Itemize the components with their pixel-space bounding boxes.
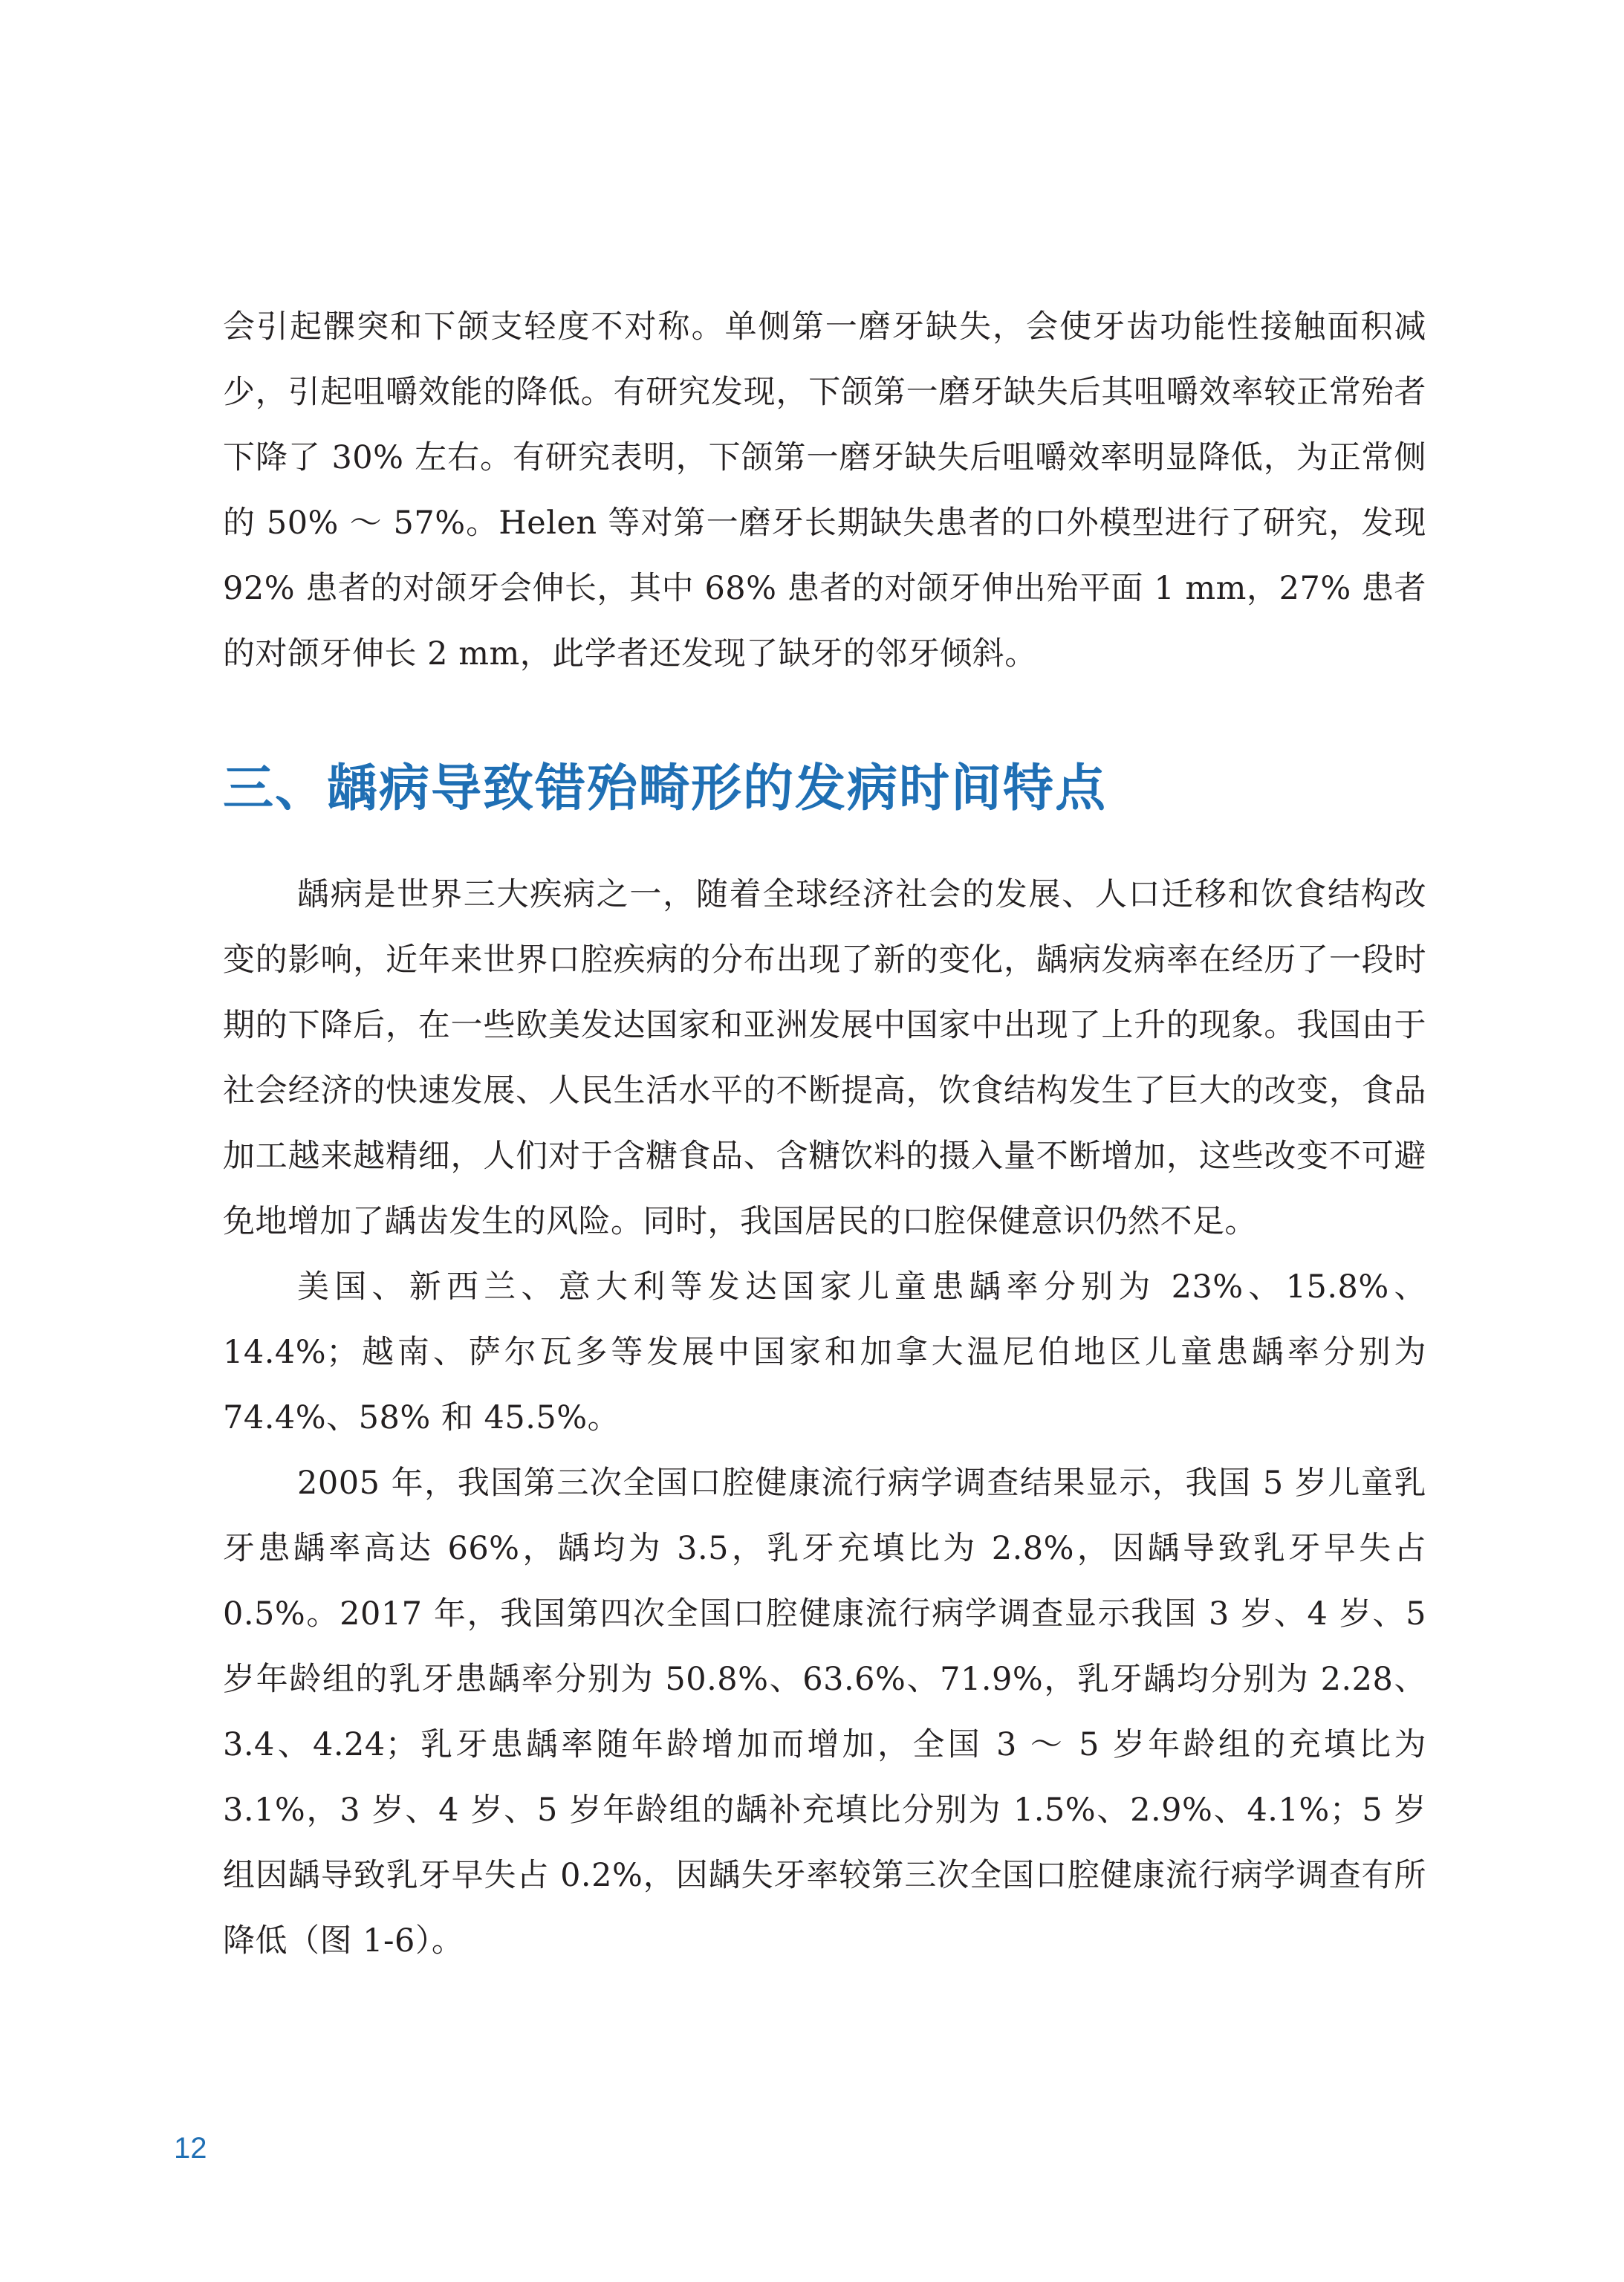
paragraph-china-surveys: 2005 年，我国第三次全国口腔健康流行病学调查结果显示，我国 5 岁儿童乳牙患龋率高达 66%，龋均为 3.5，乳牙充填比为 2.8%，因龋导致乳牙早失占 0.5%。2017 年，我国第四次全国口腔健康流行病学调查显示我国 3 岁、4 岁、5 岁年龄组的乳牙患龋率分别为 50.8%、63.6%、71.9%，乳牙龋均分别为 2.28、3.4、4.24；乳牙患龋率随年龄增加而增加，全国 3 ～ 5 岁年龄组的充填比为 3.1%，3 岁、4 岁、5 岁年龄组的龋补充填比分别为 1.5%、2.9%、4.1%；5 岁组因龋导致乳牙早失占 0.2%，因龋失牙率较第三次全国口腔健康流行病学调查有所降低（图 1-6）。 <box>223 1465 1426 1960</box>
continued-paragraph <box>223 294 1426 687</box>
paragraph-caries-overview: 龋病是世界三大疾病之一，随着全球经济社会的发展、人口迁移和饮食结构改变的影响，近年来世界口腔疾病的分布出现了新的变化，龋病发病率在经历了一段时期的下降后，在一些欧美发达国家和亚洲发展中国家中出现了上升的现象。我国由于社会经济的快速发展、人民生活水平的不断提高，饮食结构发生了巨大的改变，食品加工越来越精细，人们对于含糖食品、含糖饮料的摄入量不断增加，这些改变不可避免地增加了龋齿发生的风险。同时，我国居民的口腔保健意识仍然不足。 <box>223 876 1426 1240</box>
section-heading: 三、龋病导致错⁣殆畸形的发病时间特点 <box>223 759 1108 818</box>
paragraph-text: 会引起髁突和下颌支轻度不对称。单侧第一磨牙缺失，会使牙齿功能性接触面积减少，引起咀嚼效能的降低。有研究发现，下颌第一磨牙缺失后其咀嚼效率较正常⁣殆者下降了 30% 左右。有研究表明，下颌第一磨牙缺失后咀嚼效率明显降低，为正常侧的 50% ～ 57%。Helen 等对第一磨牙长期缺失患者的口外模型进行了研究，发现 92% 患者的对颌牙会伸长，其中 68% 患者的对颌牙伸出⁣殆平面 1 mm，27% 患者的对颌牙伸长 2 mm，此学者还发现了缺牙的邻牙倾斜。 <box>223 308 1426 672</box>
paragraph-international-rates: 美国、新西兰、意大利等发达国家儿童患龋率分别为 23%、15.8%、14.4%；越南、萨尔瓦多等发展中国家和加拿大温尼伯地区儿童患龋率分别为 74.4%、58% 和 45.5%。 <box>223 1268 1426 1436</box>
page-number: 12 <box>174 2132 207 2165</box>
section-body <box>223 862 1426 1974</box>
